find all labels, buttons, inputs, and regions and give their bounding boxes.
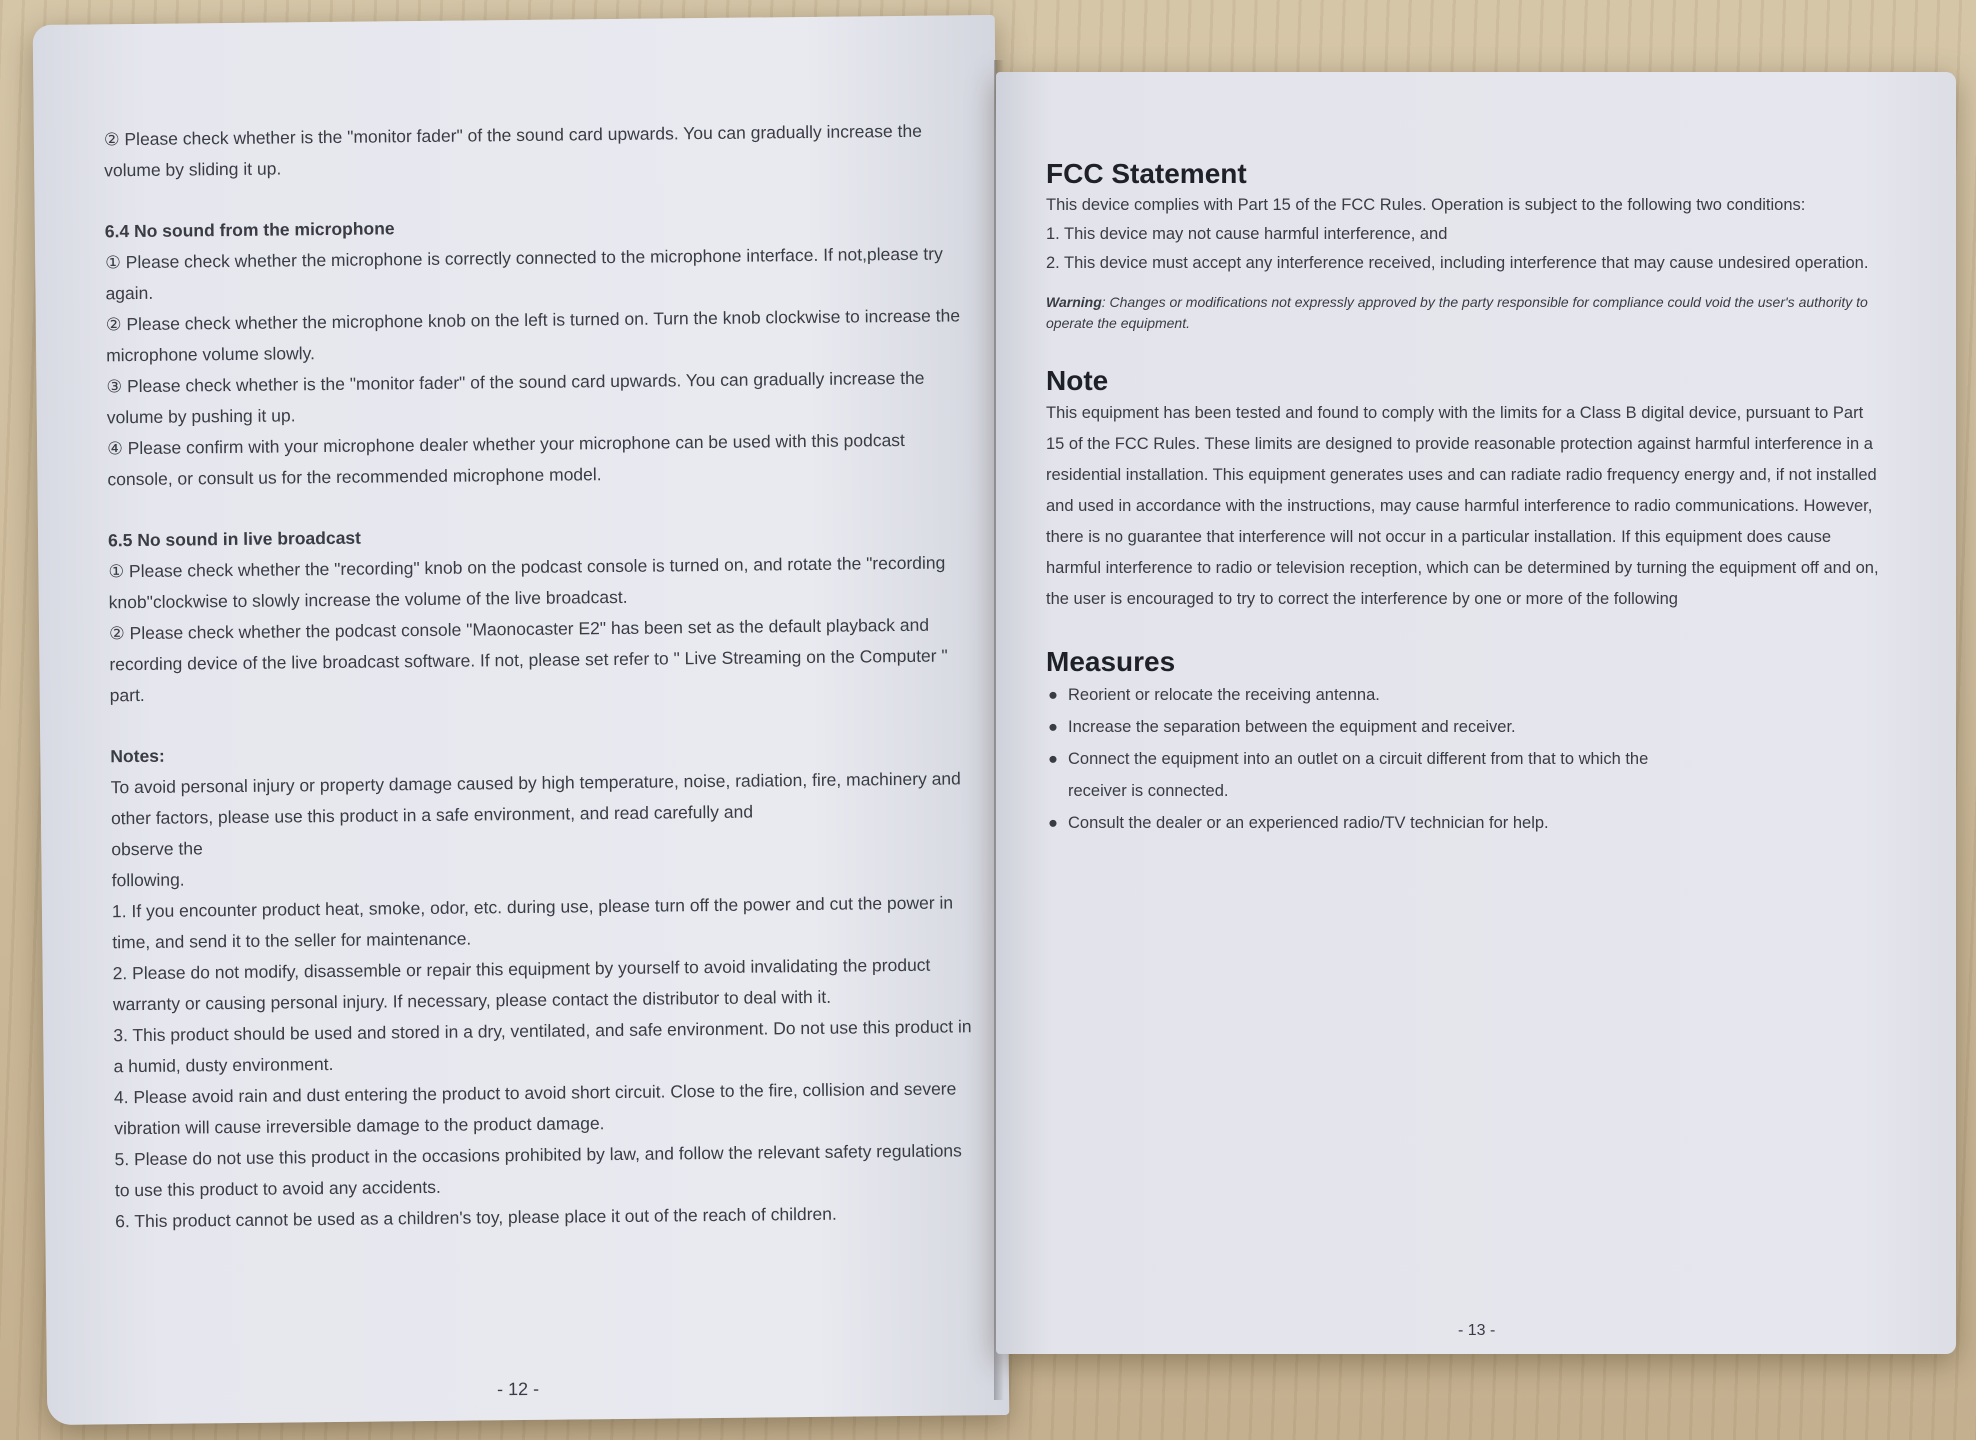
notes-item: 2. Please do not modify, disassemble or repair this equipment by yourself to avoid invalidating the product warranty or causing personal injury. If necessary, please contact the distributor to deal with it.	[112, 954, 931, 1015]
note-heading: Note	[1046, 365, 1109, 396]
right-page-content	[1046, 157, 1886, 839]
fcc-condition: 2. This device must accept any interference received, including interference that may cause undesired operation.	[1046, 254, 1869, 272]
page-number: - 13 -	[1458, 1322, 1496, 1339]
measures-item	[1048, 679, 1886, 711]
notes-item: 1. If you encounter product heat, smoke, odor, etc. during use, please turn off the power and cut the power in time, and send it to the seller for maintenance.	[111, 892, 954, 953]
left-page	[33, 15, 1010, 1425]
measures-item	[1048, 743, 1886, 807]
right-page	[996, 72, 1956, 1354]
notes-item: 6. This product cannot be used as a children's toy, please place it out of the reach of children.	[115, 1203, 837, 1232]
notes-item: 3. This product should be used and stored in a dry, ventilated, and safe environment. Do not use this product in a humid, dusty environment.	[113, 1016, 972, 1077]
measures-item	[1048, 711, 1886, 743]
section-6-5-item: ② Please check whether the podcast console "Maonocaster E2" has been set as the default playback and recording device of the live broadcast software. If not, please set refer to " Live Streaming on the Computer " part.	[108, 614, 948, 706]
section-6-5-item: ① Please check whether the "recording" knob on the podcast console is turned on, and rotate the "recording knob"clockwise to slowly increase the volume of the live broadcast.	[108, 552, 946, 613]
section-6-4-item: ② Please check whether the microphone knob on the left is turned on. Turn the knob clockwise to increase the microphone volume slowly.	[105, 305, 961, 366]
notes-intro-line: observe the	[111, 838, 203, 860]
measures-heading: Measures	[1046, 646, 1176, 677]
notes-item: 4. Please avoid rain and dust entering the product to avoid short circuit. Close to the fire, collision and severe vibration will cause irreversible damage to the product damage.	[113, 1078, 957, 1139]
section-6-5-heading: 6.5 No sound in live broadcast	[107, 527, 362, 551]
note-body: This equipment has been tested and found to comply with the limits for a Class B digital device, pursuant to Part 15 of the FCC Rules. These limits are designed to provide reasonable protection against harmful interference in a residential installation. This equipment generates uses and can radiate radio frequency energy and, if not installed and used in accordance with the instructions, may cause harmful interference to radio communications. However, there is no guarantee that interference will not occur in a particular installation. If this equipment does cause harmful interference to radio or television reception, which can be determined by turning the equipment off and on, the user is encouraged to try to correct the interference by one or more of the following	[1046, 404, 1879, 608]
fcc-intro: This device complies with Part 15 of the FCC Rules. Operation is subject to the following two conditions:	[1046, 196, 1806, 214]
section-6-4-item: ④ Please confirm with your microphone dealer whether your microphone can be used with this podcast console, or consult us for the recommended microphone model.	[107, 429, 905, 490]
bullet-icon: ●	[1048, 718, 1058, 736]
notes-item: 5. Please do not use this product in the occasions prohibited by law, and follow the relevant safety regulations to use this product to avoid any accidents.	[114, 1140, 962, 1201]
fcc-condition: 1. This device may not cause harmful interference, and	[1046, 225, 1448, 243]
section-6-4-heading: 6.4 No sound from the microphone	[104, 218, 395, 242]
measures-item-text: Reorient or relocate the receiving antenna.	[1068, 686, 1380, 704]
bullet-icon: ●	[1048, 750, 1058, 768]
fcc-statement-heading: FCC Statement	[1046, 158, 1247, 189]
measures-item-continuation: receiver is connected.	[1068, 782, 1229, 800]
measures-item	[1048, 807, 1886, 839]
section-6-4-item: ① Please check whether the microphone is correctly connected to the microphone interface. If not,please try again.	[105, 243, 943, 304]
measures-item-text: Increase the separation between the equipment and receiver.	[1068, 718, 1516, 736]
bullet-icon: ●	[1048, 814, 1058, 832]
measures-item-text: Connect the equipment into an outlet on a circuit different from that to which the	[1068, 750, 1649, 768]
measures-item-text: Consult the dealer or an experienced radio/TV technician for help.	[1068, 814, 1549, 832]
bullet-icon: ●	[1048, 686, 1058, 704]
section-6-4-item: ③ Please check whether is the "monitor fader" of the sound card upwards. You can gradually increase the volume by pushing it up.	[106, 367, 925, 428]
measures-list	[1046, 679, 1886, 839]
warning-text: : Changes or modifications not expressly approved by the party responsible for compliance could void the user's authority to operate the equipment.	[1046, 294, 1868, 331]
left-page-content	[104, 115, 976, 1237]
fcc-warning	[1046, 292, 1886, 334]
intro-item: ② Please check whether is the "monitor fader" of the sound card upwards. You can gradually increase the volume by sliding it up.	[103, 120, 922, 181]
notes-intro-line: following.	[111, 869, 185, 891]
notes-intro: To avoid personal injury or property damage caused by high temperature, noise, radiation, fire, machinery and other factors, please use this product in a safe environment, and read carefully and	[110, 768, 961, 829]
notes-heading: Notes:	[110, 745, 165, 767]
page-number: - 12 -	[496, 1378, 540, 1400]
warning-label: Warning	[1046, 294, 1102, 310]
